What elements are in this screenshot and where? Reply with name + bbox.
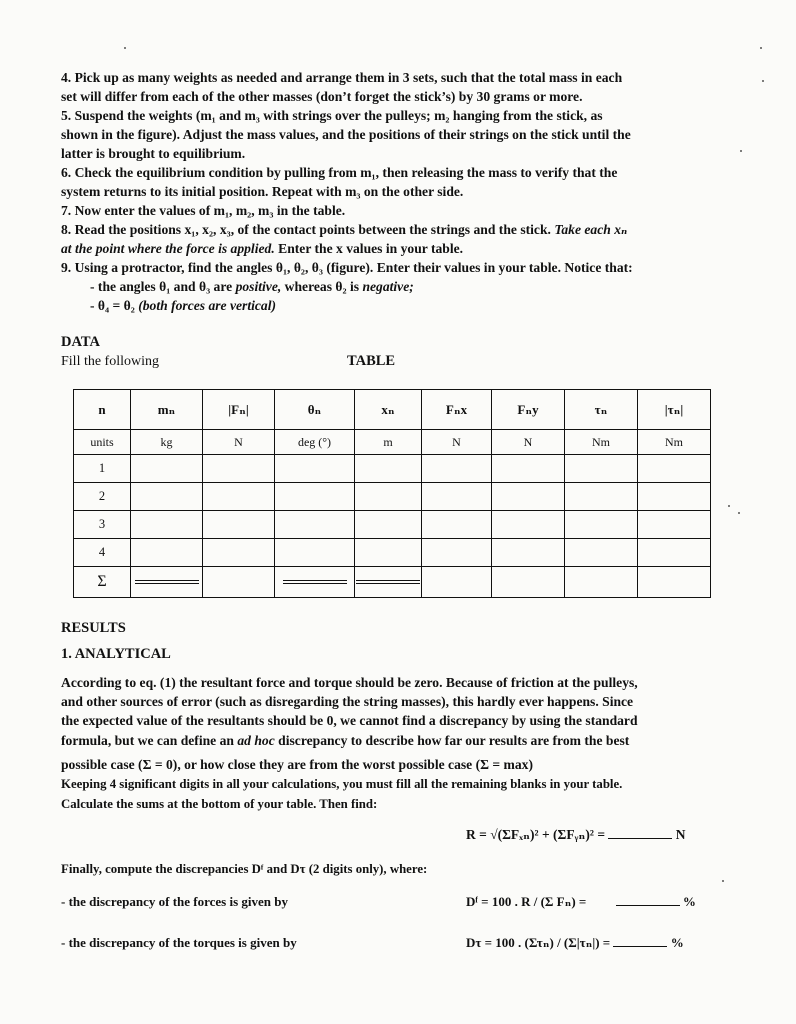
blank-cell[interactable] xyxy=(203,455,275,483)
unit-torque-magnitude: Nm xyxy=(638,430,711,455)
p4-pre: formula, but we can define an xyxy=(61,733,234,748)
blank-cell[interactable] xyxy=(565,511,638,539)
note-1-negative: negative; xyxy=(362,279,414,294)
blank-cell[interactable] xyxy=(422,455,492,483)
step-4-line-1: 4. Pick up as many weights as needed and arrange them in 3 sets, such that the total mass in each xyxy=(61,70,623,85)
header-torque: τₙ xyxy=(565,390,638,430)
resultant-formula xyxy=(466,826,686,843)
note-1-pre: - the angles θ₁ and θ₃ are xyxy=(90,279,233,294)
blank-cell[interactable] xyxy=(355,483,422,511)
row-index: 2 xyxy=(74,483,131,511)
note-2-pre: - θ₄ = θ₂ xyxy=(90,298,135,313)
unit-mass: kg xyxy=(131,430,203,455)
table-units-row xyxy=(74,430,711,455)
force-discrepancy-formula xyxy=(466,893,696,910)
keeping-digits-line xyxy=(61,776,622,793)
note-1-positive: positive, xyxy=(235,279,282,294)
blank-cell[interactable] xyxy=(275,483,355,511)
step-8-italic-2: at the point where the force is applied. xyxy=(61,241,275,256)
calculate-sums-line: Calculate the sums at the bottom of your table. Then find: xyxy=(61,797,378,811)
step-7: 7. Now enter the values of m₁, m₂, m₃ in the table. xyxy=(61,203,346,218)
blank-cell[interactable] xyxy=(565,455,638,483)
table-row xyxy=(74,511,711,539)
table-row xyxy=(74,483,711,511)
table-label: TABLE xyxy=(347,353,396,369)
step-5-line-3: latter is brought to equilibrium. xyxy=(61,146,246,161)
sum-label: Σ xyxy=(74,567,131,598)
blank-cell[interactable] xyxy=(203,511,275,539)
blank-cell[interactable] xyxy=(275,539,355,567)
scan-speck xyxy=(762,80,764,82)
sum-cell-disabled xyxy=(275,567,355,598)
blank-cell[interactable] xyxy=(565,539,638,567)
blank-cell[interactable] xyxy=(638,483,711,511)
torque-discrepancy-formula xyxy=(466,934,684,951)
force-unit: % xyxy=(682,894,696,909)
step-8-line-1 xyxy=(61,221,627,238)
final-bold: (2 digits only), xyxy=(308,862,387,876)
blank-cell[interactable] xyxy=(492,455,565,483)
keeping-digits-bold: Keeping 4 significant digits in all your calculations, xyxy=(61,777,340,791)
blank-cell[interactable] xyxy=(131,539,203,567)
final-pre: Finally, compute the discrepancies Dᶠ and Dτ xyxy=(61,862,306,876)
blank-cell[interactable] xyxy=(131,455,203,483)
blank-cell[interactable] xyxy=(131,483,203,511)
table-header-row xyxy=(74,390,711,430)
final-discrepancy-line xyxy=(61,861,427,878)
note-1-mid: whereas θ₂ is xyxy=(284,279,360,294)
sum-cell[interactable] xyxy=(492,567,565,598)
p4-adhoc: ad hoc xyxy=(237,733,275,748)
results-paragraph-2: and other sources of error (such as disregarding the string masses), this hardly ever happens. Since xyxy=(61,694,634,709)
blank-cell[interactable] xyxy=(275,455,355,483)
sum-cell[interactable] xyxy=(638,567,711,598)
blank-cell[interactable] xyxy=(131,511,203,539)
scan-speck xyxy=(738,512,740,514)
step-8-text-2: Enter the x values in your table. xyxy=(278,241,464,256)
force-discrepancy-label: - the discrepancy of the forces is given by xyxy=(61,894,288,909)
p4-post: discrepancy to describe how far our results are from the best xyxy=(278,733,630,748)
step-5-line-1: 5. Suspend the weights (m₁ and m₃ with strings over the pulleys; m₂ hanging from the stick, as xyxy=(61,108,603,123)
units-label: units xyxy=(74,430,131,455)
blank-cell[interactable] xyxy=(638,511,711,539)
step-8-text: 8. Read the positions x₁, x₂, x₃, of the contact points between the strings and the stick. xyxy=(61,222,551,237)
resultant-blank[interactable] xyxy=(608,837,672,839)
resultant-unit: N xyxy=(675,827,686,842)
force-blank[interactable] xyxy=(616,904,680,906)
keeping-digits-rest: you must fill all the remaining blanks in your table. xyxy=(342,777,623,791)
blank-cell[interactable] xyxy=(355,539,422,567)
torque-blank[interactable] xyxy=(613,945,667,947)
blank-cell[interactable] xyxy=(203,539,275,567)
final-post: where: xyxy=(389,862,428,876)
row-index: 4 xyxy=(74,539,131,567)
torque-formula-text: Dτ = 100 . (Στₙ) / (Σ|τₙ|) = xyxy=(466,935,611,950)
table-row xyxy=(74,455,711,483)
torque-discrepancy-label: - the discrepancy of the torques is given by xyxy=(61,935,297,950)
scan-speck xyxy=(728,505,730,507)
sum-cell-disabled xyxy=(131,567,203,598)
unit-torque: Nm xyxy=(565,430,638,455)
sum-cell[interactable] xyxy=(203,567,275,598)
blank-cell[interactable] xyxy=(422,539,492,567)
blank-cell[interactable] xyxy=(638,455,711,483)
torque-unit: % xyxy=(670,935,684,950)
table-row xyxy=(74,539,711,567)
step-9: 9. Using a protractor, find the angles θ₁, θ₂, θ₃ (figure). Enter their values in your table. Notice that: xyxy=(61,260,633,275)
scan-speck xyxy=(124,47,126,49)
step-8-italic: Take each xₙ xyxy=(554,222,628,237)
blank-cell[interactable] xyxy=(638,539,711,567)
sum-cell[interactable] xyxy=(422,567,492,598)
blank-cell[interactable] xyxy=(275,511,355,539)
row-index: 1 xyxy=(74,455,131,483)
resultant-formula-text: R = √(ΣFₓₙ)² + (ΣFᵧₙ)² = xyxy=(466,827,606,842)
blank-cell[interactable] xyxy=(203,483,275,511)
step-6-line-1: 6. Check the equilibrium condition by pulling from m₁, then releasing the mass to verify that the xyxy=(61,165,618,180)
header-force-magnitude: |Fₙ| xyxy=(203,390,275,430)
unit-force: N xyxy=(203,430,275,455)
fill-label: Fill the following xyxy=(61,354,159,369)
analytical-heading: 1. ANALYTICAL xyxy=(61,646,171,662)
sum-cell[interactable] xyxy=(565,567,638,598)
force-formula-text: Dᶠ = 100 . R / (Σ Fₙ) = xyxy=(466,894,587,909)
header-force-x: Fₙx xyxy=(422,390,492,430)
unit-angle: deg (°) xyxy=(275,430,355,455)
blank-cell[interactable] xyxy=(422,511,492,539)
results-paragraph-3: the expected value of the resultants should be 0, we cannot find a discrepancy by using the standard xyxy=(61,713,638,728)
results-paragraph-4 xyxy=(61,732,629,749)
results-paragraph-1: According to eq. (1) the resultant force and torque should be zero. Because of friction at the pulleys, xyxy=(61,675,638,690)
row-index: 3 xyxy=(74,511,131,539)
blank-cell[interactable] xyxy=(492,483,565,511)
blank-cell[interactable] xyxy=(492,539,565,567)
scan-speck xyxy=(722,880,724,882)
scan-speck xyxy=(760,47,762,49)
data-table xyxy=(73,389,711,598)
results-paragraph-5: possible case (Σ = 0), or how close they are from the worst possible case (Σ = max) xyxy=(61,757,533,772)
step-4-line-2: set will differ from each of the other masses (don’t forget the stick’s) by 30 grams or more. xyxy=(61,89,583,104)
unit-force-x: N xyxy=(422,430,492,455)
header-torque-magnitude: |τₙ| xyxy=(638,390,711,430)
scan-speck xyxy=(740,150,742,152)
unit-force-y: N xyxy=(492,430,565,455)
blank-cell[interactable] xyxy=(565,483,638,511)
step-6-line-2: system returns to its initial position. Repeat with m₃ on the other side. xyxy=(61,184,464,199)
unit-position: m xyxy=(355,430,422,455)
header-n: n xyxy=(74,390,131,430)
header-angle: θₙ xyxy=(275,390,355,430)
blank-cell[interactable] xyxy=(492,511,565,539)
note-2-italic: (both forces are vertical) xyxy=(138,298,277,313)
header-mass: mₙ xyxy=(131,390,203,430)
blank-cell[interactable] xyxy=(422,483,492,511)
step-9-note-2 xyxy=(90,297,276,314)
sum-cell-disabled xyxy=(355,567,422,598)
data-heading: DATA xyxy=(61,334,100,350)
results-heading: RESULTS xyxy=(61,620,126,636)
step-5-line-2: shown in the figure). Adjust the mass values, and the positions of their strings on the stick until the xyxy=(61,127,631,142)
blank-cell[interactable] xyxy=(355,455,422,483)
step-9-note-1 xyxy=(90,278,414,295)
header-force-y: Fₙy xyxy=(492,390,565,430)
step-8-line-2 xyxy=(61,240,463,257)
table-sum-row xyxy=(74,567,711,598)
blank-cell[interactable] xyxy=(355,511,422,539)
header-position: xₙ xyxy=(355,390,422,430)
